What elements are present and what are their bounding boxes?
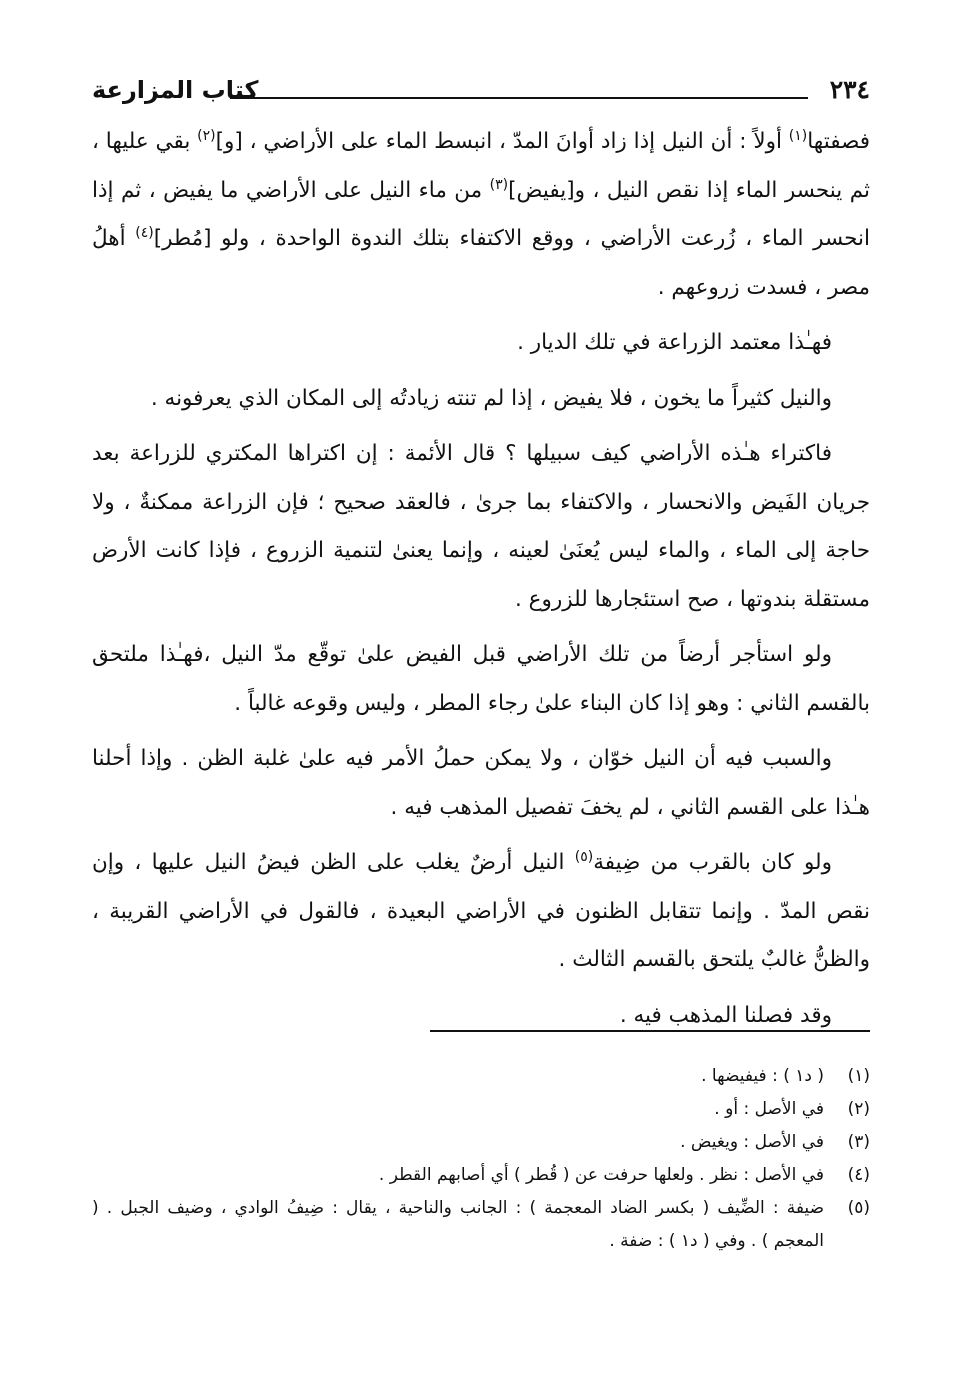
footnote-number: (٢) (847, 1099, 870, 1119)
paragraph-text: من ماء النيل على الأراضي ما يفيض ، ثم إذا انحسر الماء ، زُرعت الأراضي ، ووقع الاكتفاء بتلك الندوة الواحدة ، ولو [مُطر] (92, 177, 870, 251)
footnote-number: (٣) (847, 1132, 870, 1152)
footnote-ref-1: (١) (788, 127, 808, 144)
paragraph-text: أهلُ مصر ، فسدت زروعهم . (92, 226, 870, 300)
footnote-number: (٤) (847, 1165, 870, 1185)
footnote-3 (92, 1126, 870, 1159)
paragraph-8: وقد فصلنا المذهب فيه . (619, 1002, 832, 1028)
paragraph-1 (92, 118, 870, 312)
footnote-2 (92, 1093, 870, 1126)
running-title: كتاب المزارعة (92, 76, 259, 104)
paragraph-3: والنيل كثيراً ما يخون ، فلا يفيض ، إذا لم تنته زيادتُه إلى المكان الذي يعرفونه . (150, 385, 832, 411)
footnote-text: في الأصل : نظر . ولعلها حرفت عن ( قُطر ) أي أصابهم القطر . (378, 1165, 824, 1185)
paragraph-5: ولو استأجر أرضاً من تلك الأراضي قبل الفيض علىٰ توقّع مدّ النيل ،فهـٰذا ملتحق بالقسم الثاني : وهو إذا كان البناء علىٰ رجاء المطر ، وليس وقوعه غالباً . (92, 642, 870, 716)
footnote-separator (430, 1030, 870, 1032)
footnote-5 (92, 1192, 870, 1258)
header-rule (230, 97, 808, 99)
paragraph-text: فصفتها (807, 129, 870, 154)
paragraph-text: النيل أرضٌ يغلب على الظن فيضُ النيل عليها ، وإن نقص المدّ . وإنما تتقابل الظنون في الأراضي البعيدة ، فالقول في الأراضي القريبة ، والظنُّ غالبٌ يلتحق بالقسم الثالث . (92, 850, 870, 972)
page-number: ٢٣٤ (829, 75, 870, 104)
paragraph-text: أولاً : أن النيل إذا زاد أوانَ المدّ ، انبسط الماء على الأراضي ، [و] (215, 129, 789, 154)
page-header (92, 70, 870, 110)
footnote-text: ( د١ ) : فيفيضها . (701, 1066, 824, 1086)
paragraph-7 (92, 839, 870, 985)
footnote-ref-4: (٤) (135, 224, 154, 241)
footnote-ref-3: (٣) (489, 176, 509, 193)
paragraph-text: ولو كان بالقرب من ضِيفة (593, 850, 832, 875)
paragraph-text: بقي عليها ، ثم ينحسر الماء إذا نقص النيل ، و[يفيض] (92, 129, 871, 203)
footnote-number: (٥) (847, 1198, 870, 1218)
footnote-ref-5: (٥) (574, 848, 594, 865)
paragraph-6: والسبب فيه أن النيل خوّان ، ولا يمكن حملُ الأمر فيه علىٰ غلبة الظن . وإذا أحلنا هـٰذا على القسم الثاني ، لم يخفَ تفصيل المذهب فيه . (92, 746, 870, 820)
footnotes (92, 1060, 870, 1258)
footnote-number: (١) (847, 1066, 870, 1086)
footnote-ref-2: (٢) (197, 127, 216, 144)
footnote-text: ضيفة : الضِّيف ( بكسر الضاد المعجمة ) : الجانب والناحية ، يقال : ضِيفُ الوادي ، وضيف الجبل . ( المعجم ) . وفي ( د١ ) : ضفة . (92, 1198, 824, 1251)
footnote-text: في الأصل : أو . (714, 1099, 824, 1119)
paragraph-4: فاكتراء هـٰذه الأراضي كيف سبيلها ؟ قال الأئمة : إن اكتراها المكتري للزراعة بعد جريان الفَيض والانحسار ، والاكتفاء بما جرىٰ ، فالعقد صحيح ؛ فإن الزراعة ممكنةٌ ، ولا حاجة إلى الماء ، والماء ليس يُعنَىٰ لعينه ، وإنما يعنىٰ لتنمية الزروع ، فإذا كانت الأرض مستقلة بندوتها ، صح استئجارها للزروع . (92, 441, 870, 612)
footnote-text: في الأصل : ويغيض . (680, 1132, 824, 1152)
main-text (92, 118, 870, 1047)
footnote-4 (92, 1159, 870, 1192)
paragraph-2: فهـٰذا معتمد الزراعة في تلك الديار . (517, 330, 832, 355)
footnote-1 (92, 1060, 870, 1093)
